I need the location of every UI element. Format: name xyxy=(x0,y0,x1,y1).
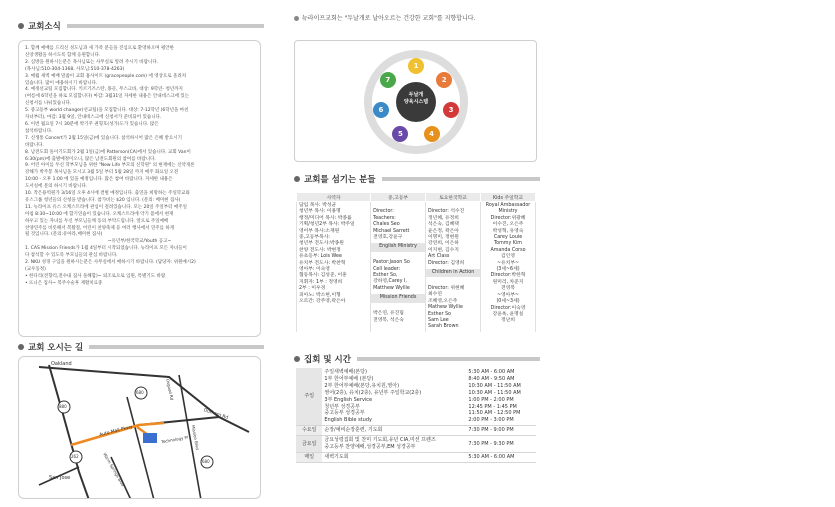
tail-item: 2. NKU 성경 구입을 원하시는분은 사무실에서 매하시기 바랍니다. (담당자: 위원예시2) xyxy=(25,260,196,266)
schedule-items: 새벽기도회 xyxy=(322,452,466,462)
korean-school-list: Director: 석수진 정년혜, 유정희 석은숙, 김혜택 윤은정, 곽은아 이명미, 정현원 강연희, 이은하 이지현, 김수지 Art Class Director: 김영희 xyxy=(428,209,465,266)
schedule-items: 주일새벽예배(본당) 1부 한어부예배 (본당) 2부 한어부예배(본당,유치원,영아) 영어(2층), 유치(2층), 유년부 주일학교(2층) 3부 English Service 청년부 성경공부 중고등부 성경공부 English Bible study xyxy=(322,368,466,426)
youth-staff-list: Director: Teachers: Chales Seo Michael Sarrett 전영호,강윤구 xyxy=(373,209,410,241)
schedule-section-header xyxy=(294,352,540,366)
schedule-times: 7:30 PM - 9:30 PM xyxy=(466,436,536,453)
schedule-row xyxy=(296,368,536,426)
system-center-label: 두날개 양육시스템 xyxy=(403,92,429,105)
bullet-icon xyxy=(18,23,24,29)
system-step-circle: 7 xyxy=(380,72,396,88)
bullet-icon xyxy=(18,344,24,350)
staff-col-header: 토요한국학교 xyxy=(426,193,481,202)
bullet-icon xyxy=(294,176,300,182)
schedule-day: 매일 xyxy=(296,452,322,462)
discipleship-system-diagram xyxy=(294,40,537,162)
news-item: 9. 어린 아이를 두신 학부모님을 위한 "New Life 부모의 신학원" 의 현재에는 신약개론 강해가 박주봉 목사님을 모시고 3월 5일 부터 5월 28일 까지 매주 화요일 오전 10:00 - 오후 1:00 에 있을 예정입니다. 많은 참여 바랍니다. 자세한 내용은 도서실에 문의 하시기 바랍니다. xyxy=(25,163,195,190)
map-label-warm-springs: Warm Springs Blvd xyxy=(102,451,126,488)
schedule-row xyxy=(296,426,536,436)
mission-friends-subhead: Mission Friends xyxy=(371,294,425,302)
system-step-circle: 4 xyxy=(424,126,440,142)
bullet-icon xyxy=(294,356,300,362)
staff-title: 교회를 섬기는 분들 xyxy=(304,175,376,185)
section-rule xyxy=(89,345,264,349)
schedule-day: 수요일 xyxy=(296,426,322,436)
map-title: 교회 오시는 길 xyxy=(28,343,84,353)
youth-notice-heading: ~유년부/한국학교/Youth 공고~ xyxy=(107,239,172,245)
section-rule xyxy=(67,24,264,28)
tail-item: • 뜨니은 집사~ 복주수술후 재활치료중 xyxy=(25,280,103,286)
freeway-label: 680 xyxy=(202,459,210,464)
system-step-circle: 2 xyxy=(436,72,452,88)
freeway-label: 680 xyxy=(136,390,144,395)
schedule-title: 집회 및 시간 xyxy=(304,355,351,365)
system-step-circle: 3 xyxy=(443,102,459,118)
staff-korean-school-cell xyxy=(426,202,481,332)
staff-kids-cell: Royal Ambassador Ministry Director:위광혜 이수진, 오은주 박성혁, 유영숙 Carey Louie Tommy Kim Amanda Corso 김인영 ~유치부~ (3세~6세) Director:박한혁 원미리, 차준지 전영복 ~영아부~ (0세~3세) Director:이숙영 강윤옥, 윤명실 정난희 xyxy=(481,202,536,332)
schedule-items: 순장/예비순장훈련, 기도회 xyxy=(322,426,466,436)
section-rule xyxy=(357,357,540,361)
schedule-table xyxy=(296,368,536,463)
church-marker-icon xyxy=(143,433,157,443)
schedule-row xyxy=(296,436,536,453)
staff-table xyxy=(296,192,536,332)
children-in-action-subhead: Children in Action xyxy=(426,269,480,277)
staff-ministers-cell: 담임 목사: 박성균 청년부 목사: 이용명 행정/미디어 목사: 박종률 기획/청년2부 목사: 박주일 영어부 목사:소재원 중,고등부목사: 청년부 전도사:박종원 찬양 전도사: 박현정 유초등부: Lois Wee 유치부 전도사: 박찬혁 영아부: 이숙영 협동목사: 김성준, 이훈 지휘자: 1부 : 정영희 2부 : 이우경 피아노: 박소현,이형 오르간: 강주영,곽은아 xyxy=(297,202,371,332)
news-item: 10. 작은용역원가 3/16일 오후 4시에 결벌 예정입니다. 출연을 희망하는 주일학교와 유스그룹 청년들의 신청을 받습니다. 참가비는 $20 입니다. (문의: 배미현 집사) xyxy=(25,191,190,203)
english-ministry-subhead: English Ministry xyxy=(371,243,425,251)
staff-col-header: Kids 주일학교 xyxy=(481,193,536,202)
map-label-durham: Durham Rd xyxy=(202,408,229,421)
english-ministry-list: Pastor:Jason So Cell leader: Esther So, 강하영,Carey I, Matthew Wyllie xyxy=(373,260,410,291)
freeway-label: 880 xyxy=(59,404,67,409)
news-item: 7. 신생통 Concert가 2월 15일(금)에 있습니다. 참석하시어 많은 은혜 받으시기 바랍니다. xyxy=(25,135,182,148)
news-title: 교회소식 xyxy=(28,22,61,32)
news-item: 2. 심방을 원하시는분은 목사님또는 사무실로 알려 주시기 바랍니다. (목사님:510-304-1368, 사모님:510-378-4263) xyxy=(25,59,159,72)
children-in-action-list: Director: 위현혜 최수연 조혜영,오은주 Mathew Wyllie Esther So Sam Lee Sarah Brown xyxy=(428,285,465,330)
mission-friends-list: 박은연, 유진림 전영복, 석은숙 xyxy=(373,311,404,323)
system-step-circle: 5 xyxy=(392,126,408,142)
news-section-header xyxy=(18,19,264,33)
directions-map[interactable] xyxy=(18,356,261,499)
schedule-day: 주일 xyxy=(296,368,322,426)
news-item: 8. 남전도회 돌이기도회가 2월 1일(금)에 Patterson(CA)에서 있습니다. 교회 Van이 6:30(pm)에 출발예정이오니, 많은 남전도회원의 참여를 바랍니다. xyxy=(25,149,191,162)
bullet-icon xyxy=(294,16,299,21)
news-item: 6. 이번 월요일 7시 30분에 박기주 권형호(성가)도가 있습니다. 많은 참석바랍니다. xyxy=(25,121,159,134)
mission-statement: 뉴라이프교회는 "두날개로 날아오르는 건강한 교회"를 지향합니다. xyxy=(294,13,475,22)
news-item: 1. 함께 예배를 드리신 성도님과 새 가족 분들을 진심으로 환영하오며 평안한 신앙생활을 하시도록 함께 응원합니다. xyxy=(25,46,175,58)
map-label-auto-mall: Auto Mall Pkwy xyxy=(98,424,134,439)
tail-item: • 한디리(전향리,전수내 집사 돌해함)~ 퇴조로으로 입원, 특별기도 바람 xyxy=(25,273,166,279)
section-rule xyxy=(382,177,540,181)
schedule-items: 금요성령집회 및 찬미 기도회,유년 CIA,미션 프렌즈 중고등부 찬양예배,성경공부,EM 성경공부 xyxy=(322,436,466,453)
schedule-row xyxy=(296,452,536,462)
news-item: 3. 매월 새벽 예배 말씀이 교회 홈사이트 (gracepeople.com) 에 영상으로 올려져 있습니다. 많이 애용하시기 바랍니다. xyxy=(25,73,187,86)
news-item: 11. 뉴라이프 유스 오케스트라에 관심이 걸려있습니다. 모는 20일 주일부터 매주일 아침 8:30~10:00 에 합기연습이 있습니다. 오케스트라에 악기 몸에서 현재 하우고 있는 자녀를 두신 부모님들께 동의 부탁드립니다. 앞으로 주일예배 찬양연주를 비롯해서 복활절, 어린이 찬양축제 등 여러 행사에서 연주를 하게 될 것입니다. (문의:유아라,배미현 집사) xyxy=(25,204,187,238)
freeway-label: 262 xyxy=(71,454,79,459)
news-list xyxy=(25,46,254,239)
map-section-header xyxy=(18,340,264,354)
news-box xyxy=(18,40,261,337)
map-label-oakland: Oakland xyxy=(51,361,72,367)
staff-section-header xyxy=(294,172,540,186)
news-item: 4. 예정선교팀 모집합니다. 키르기즈스탄, 몽골, 무스크바, 대상: 9학년- 청년까지 (여름에 6학년을 따로 모집합니다) 마감: 3월31일 자세한 내용은 안내데스크에 있는 신청서를 나눠있습니다. xyxy=(25,87,190,107)
schedule-times: 7:30 PM - 9:00 PM xyxy=(466,426,536,436)
news-item: 5. 중고등부 world changer(선교팀)을 모집합니다. 대상: 7-12학년 (6학년을 마친 자녀부터), 마감: 3월 9일, 안내데스크에 신청서가 준비되어 있습니다. xyxy=(25,108,189,121)
staff-youth-cell xyxy=(371,202,426,332)
schedule-day: 금요일 xyxy=(296,436,322,453)
tail-item: 1. CAS Mission Friends가 1월 4일부터 시작되었습니다. 뉴라이프 모든 자녀들이 다 참석할 수 있도록 부모님들의 관심 바랍니다. xyxy=(25,246,187,259)
map-label-osgood: Osgood Rd xyxy=(165,378,175,401)
staff-col-header: 중,고등부 xyxy=(371,193,426,202)
map-label-technology: Technology Pl xyxy=(160,434,189,445)
map-label-san-jose: San Jose xyxy=(49,475,71,481)
schedule-times: 5:30 AM - 6:00 AM 8:40 AM - 9:50 AM 10:30 AM - 11:50 AM 10:30 AM - 11:50 AM 1:00 PM - 2:00 PM 12:45 PM - 1:45 PM 11:50 AM - 12:50 PM 2:00 PM - 3:00 PM xyxy=(466,368,536,426)
schedule-times: 5:30 AM - 6:00 AM xyxy=(466,452,536,462)
system-step-circle: 6 xyxy=(373,102,389,118)
system-step-circle: 1 xyxy=(408,58,424,74)
staff-col-header: 사역자 xyxy=(297,193,371,202)
map-label-mission: Mission Blvd xyxy=(190,424,201,451)
tail-item: (교우동정) xyxy=(25,267,46,272)
